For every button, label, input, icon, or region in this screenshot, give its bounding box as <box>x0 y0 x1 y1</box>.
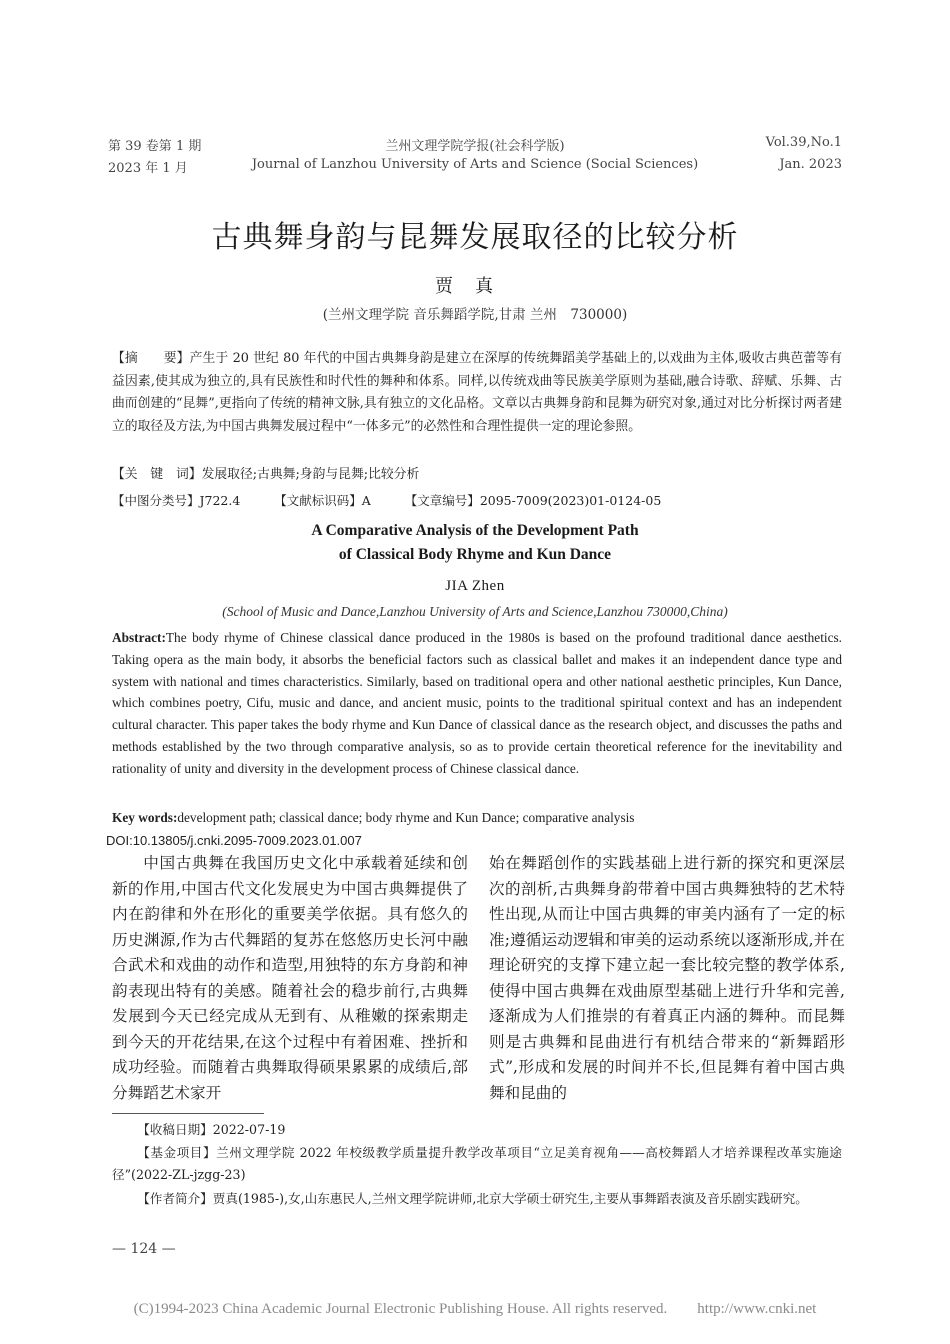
page-number: — 124 — <box>112 1241 176 1257</box>
header-date-cn: 2023 年 1 月 <box>108 161 188 176</box>
body-column-right <box>489 851 845 1106</box>
classification-row <box>112 491 661 509</box>
abstract-en-label: Abstract: <box>112 630 166 645</box>
abstract-en <box>112 627 842 780</box>
footnote-divider <box>112 1113 264 1114</box>
doc-code-label: 【文献标识码】 <box>274 493 362 508</box>
fund-label: 【基金项目】 <box>137 1145 217 1160</box>
footnote-fund <box>112 1142 842 1186</box>
keywords-cn-text: 发展取径;古典舞;身韵与昆舞;比较分析 <box>201 467 420 482</box>
clc-value: J722.4 <box>199 493 241 508</box>
english-author: JIA Zhen <box>445 578 505 594</box>
author-name: 贾真 <box>435 276 515 297</box>
abstract-cn-text: 产生于 20 世纪 80 年代的中国古典舞身韵是建立在深厚的传统舞蹈美学基础上的,以戏曲为主体,吸收古典芭蕾等有益因素,使其成为独立的,具有民族性和时代性的舞种和体系。同样,以传统戏曲等民族美学原则为基础,融合诗歌、辞赋、乐舞、古曲而创建的“昆舞”,更指向了传统的精神文脉,具有独立的文化品格。文章以古典舞身韵和昆舞为研究对象,通过对比分析探讨两者建立的取径及方法,为中国古典舞发展过程中“一体多元”的必然性和合理性提供一定的理论参照。 <box>112 351 843 434</box>
doi: DOI:10.13805/j.cnki.2095-7009.2023.01.007 <box>106 833 362 848</box>
paper-title: 古典舞身韵与昆舞发展取径的比较分析 <box>211 220 739 255</box>
keywords-en-text: development path; classical dance; body rhyme and Kun Dance; comparative analysis <box>177 810 635 825</box>
header-journal-cn: 兰州文理学院学报(社会科学版) <box>385 139 565 154</box>
keywords-en <box>112 810 842 826</box>
copyright-notice: (C)1994-2023 China Academic Journal Electronic Publishing House. All rights reserved. http://www.cnki.net <box>133 1301 817 1317</box>
keywords-cn-label: 【关 键 词】 <box>112 467 202 482</box>
author-affiliation: (兰州文理学院 音乐舞蹈学院,甘肃 兰州 730000) <box>322 307 628 323</box>
header-volume-en: Vol.39,No.1 <box>765 135 842 150</box>
doc-code-value: A <box>361 493 371 508</box>
clc-label: 【中图分类号】 <box>112 493 200 508</box>
article-no-label: 【文章编号】 <box>404 493 480 508</box>
bio-label: 【作者简介】 <box>137 1191 213 1206</box>
english-title-line1: A Comparative Analysis of the Development Path <box>311 522 639 539</box>
footnote-received <box>112 1119 842 1141</box>
abstract-en-text: The body rhyme of Chinese classical dance produced in the 1980s is based on the profound traditional dance aesthetics. Taking opera as the main body, it absorbs the beneficial factors such as classical ballet and makes it an independent dance type and system with national and times characteristics. Similarly, based on traditional opera and other national aesthetic principles, Kun Dance, which combines poetry, Cifu, music and dance, and ancient music, points to the traditional spiritual context and has an independent cultural character. This paper takes the body rhyme and Kun Dance of classical dance as the research object, and discusses the paths and methods established by the two through comparative analysis, so as to provide certain theoretical reference for the inevitability and rationality of unity and diversity in the development process of Chinese classical dance. <box>112 630 842 776</box>
article-no-value: 2095-7009(2023)01-0124-05 <box>479 493 662 508</box>
header-journal-en: Journal of Lanzhou University of Arts and Science (Social Sciences) <box>251 157 699 172</box>
received-date: 2022-07-19 <box>212 1122 286 1137</box>
received-label: 【收稿日期】 <box>137 1122 213 1137</box>
body-column-left <box>112 851 468 1106</box>
abstract-cn <box>112 348 842 438</box>
bio-text: 贾真(1985-),女,山东惠民人,兰州文理学院讲师,北京大学硕士研究生,主要从事舞蹈表演及音乐剧实践研究。 <box>212 1191 808 1206</box>
footnote-bio <box>112 1188 842 1210</box>
english-title-line2: of Classical Body Rhyme and Kun Dance <box>338 546 612 563</box>
body-paragraph: 中国古典舞在我国历史文化中承载着延续和创新的作用,中国古代文化发展史为中国古典舞提供了内在韵律和外在形化的重要美学依据。具有悠久的历史渊源,作为古代舞蹈的复苏在悠悠历史长河中融合武术和戏曲的动作和造型,用独特的东方身韵和神韵表现出特有的美感。随着社会的稳步前行,古典舞发展到今天已经完成从无到有、从稚嫩的探索期走到今天的开花结果,在这个过程中有着困难、挫折和成功经验。而随着古典舞取得硕果累累的成绩后,部分舞蹈艺术家开 <box>112 854 468 1102</box>
header-date-en: Jan. 2023 <box>779 157 842 172</box>
keywords-cn <box>112 464 842 487</box>
header-volume-cn: 第 39 卷第 1 期 <box>108 139 202 154</box>
body-paragraph: 始在舞蹈创作的实践基础上进行新的探究和更深层次的剖析,古典舞身韵带着中国古典舞独特的艺术特性出现,从而让中国古典舞的审美内涵有了一定的标准;遵循运动逻辑和审美的运动系统以逐渐形成,并在理论研究的支撑下建立起一套比较完整的教学体系,使得中国古典舞在戏曲原型基础上进行升华和完善,逐渐成为人们推崇的有着真正内涵的舞种。而昆舞则是古典舞和昆曲进行有机结合带来的“新舞蹈形式”,形成和发展的时间并不长,但昆舞有着中国古典舞和昆曲的 <box>489 854 845 1102</box>
keywords-en-label: Key words: <box>112 810 178 825</box>
abstract-cn-label: 【摘 要】 <box>112 351 190 366</box>
english-affiliation: (School of Music and Dance,Lanzhou University of Arts and Science,Lanzhou 730000,China) <box>222 604 728 619</box>
fund-text: 兰州文理学院 2022 年校级教学质量提升教学改革项目“立足美育视角——高校舞蹈人才培养课程改革实施途径”(2022-ZL-jzgg-23) <box>112 1145 843 1182</box>
